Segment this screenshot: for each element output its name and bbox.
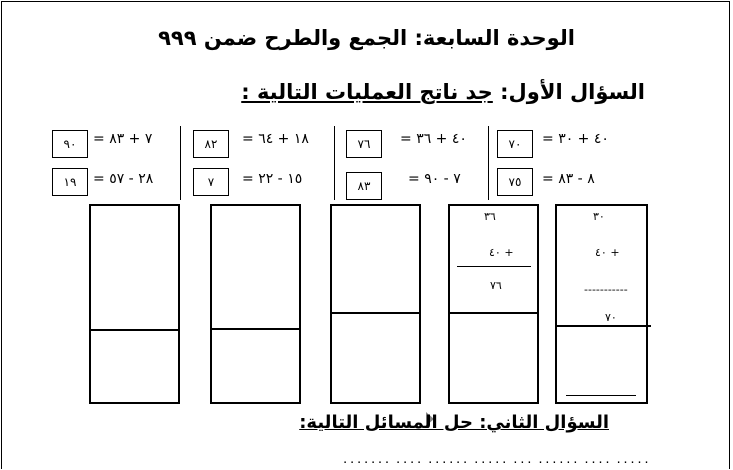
sum-line [457,266,531,267]
working-number: ٤٠ + [595,246,620,259]
working-dashes: ----------- [584,283,628,296]
divider-line [210,328,301,330]
divider-line [89,329,180,331]
working-number: ٤٠ + [489,246,514,259]
equation-text: = ١٨ + ٦٤ [242,131,309,147]
question-2-heading: السؤال الثاني: حل المسائل التالية: [299,412,609,433]
divider-line [330,312,421,314]
equation-text: = ٨ - ٨٣ [542,171,595,187]
divider-line [555,325,651,327]
working-result: ٧٦ [490,279,502,292]
working-column [330,204,421,404]
question-1-heading [241,80,645,104]
equation-text: = ٧ - ٩٠ [408,171,461,187]
answer-box: ٨٢ [193,130,229,158]
answer-box: ٧٥ [497,168,533,196]
working-result: ٧٠ [605,311,617,324]
answer-line [566,395,636,396]
column-separator [488,126,489,200]
answer-box: ٧ [193,168,229,196]
equation-text: = ١٥ - ٢٢ [242,171,303,187]
answer-box: ٧٦ [346,130,382,158]
answer-box: ١٩ [52,168,88,196]
working-number: ٣٠ [593,210,605,223]
equation-text: = ٢٨ - ٥٧ [93,171,154,187]
column-separator [180,126,181,200]
working-number: ٣٦ [484,210,496,223]
divider-line [448,312,539,314]
partial-text-line: ٠٠٠٠٠ ٠٠٠٠ ٠٠٠٠٠٠ ٠٠٠ ٠٠٠٠٠ ٠٠٠٠٠٠ ٠٠٠٠ ٠٠٠٠٠٠٠ [341,455,650,469]
answer-box: ٨٣ [346,172,382,200]
working-column [555,204,648,404]
equation-text: = ٧ + ٨٣ [93,131,153,147]
working-column [210,204,301,404]
equation-text: = ٤٠ + ٣٦ [400,131,467,147]
unit-title: الوحدة السابعة: الجمع والطرح ضمن ٩٩٩ [158,26,575,50]
equation-text: = ٤٠ + ٣٠ [542,131,609,147]
column-separator [334,126,335,200]
question-1-prefix: السؤال الأول: [500,80,645,104]
question-1-text: جد ناتج العمليات التالية : [241,80,493,104]
working-column [89,204,180,404]
working-column [448,204,539,404]
answer-box: ٩٠ [52,130,88,158]
answer-box: ٧٠ [497,130,533,158]
